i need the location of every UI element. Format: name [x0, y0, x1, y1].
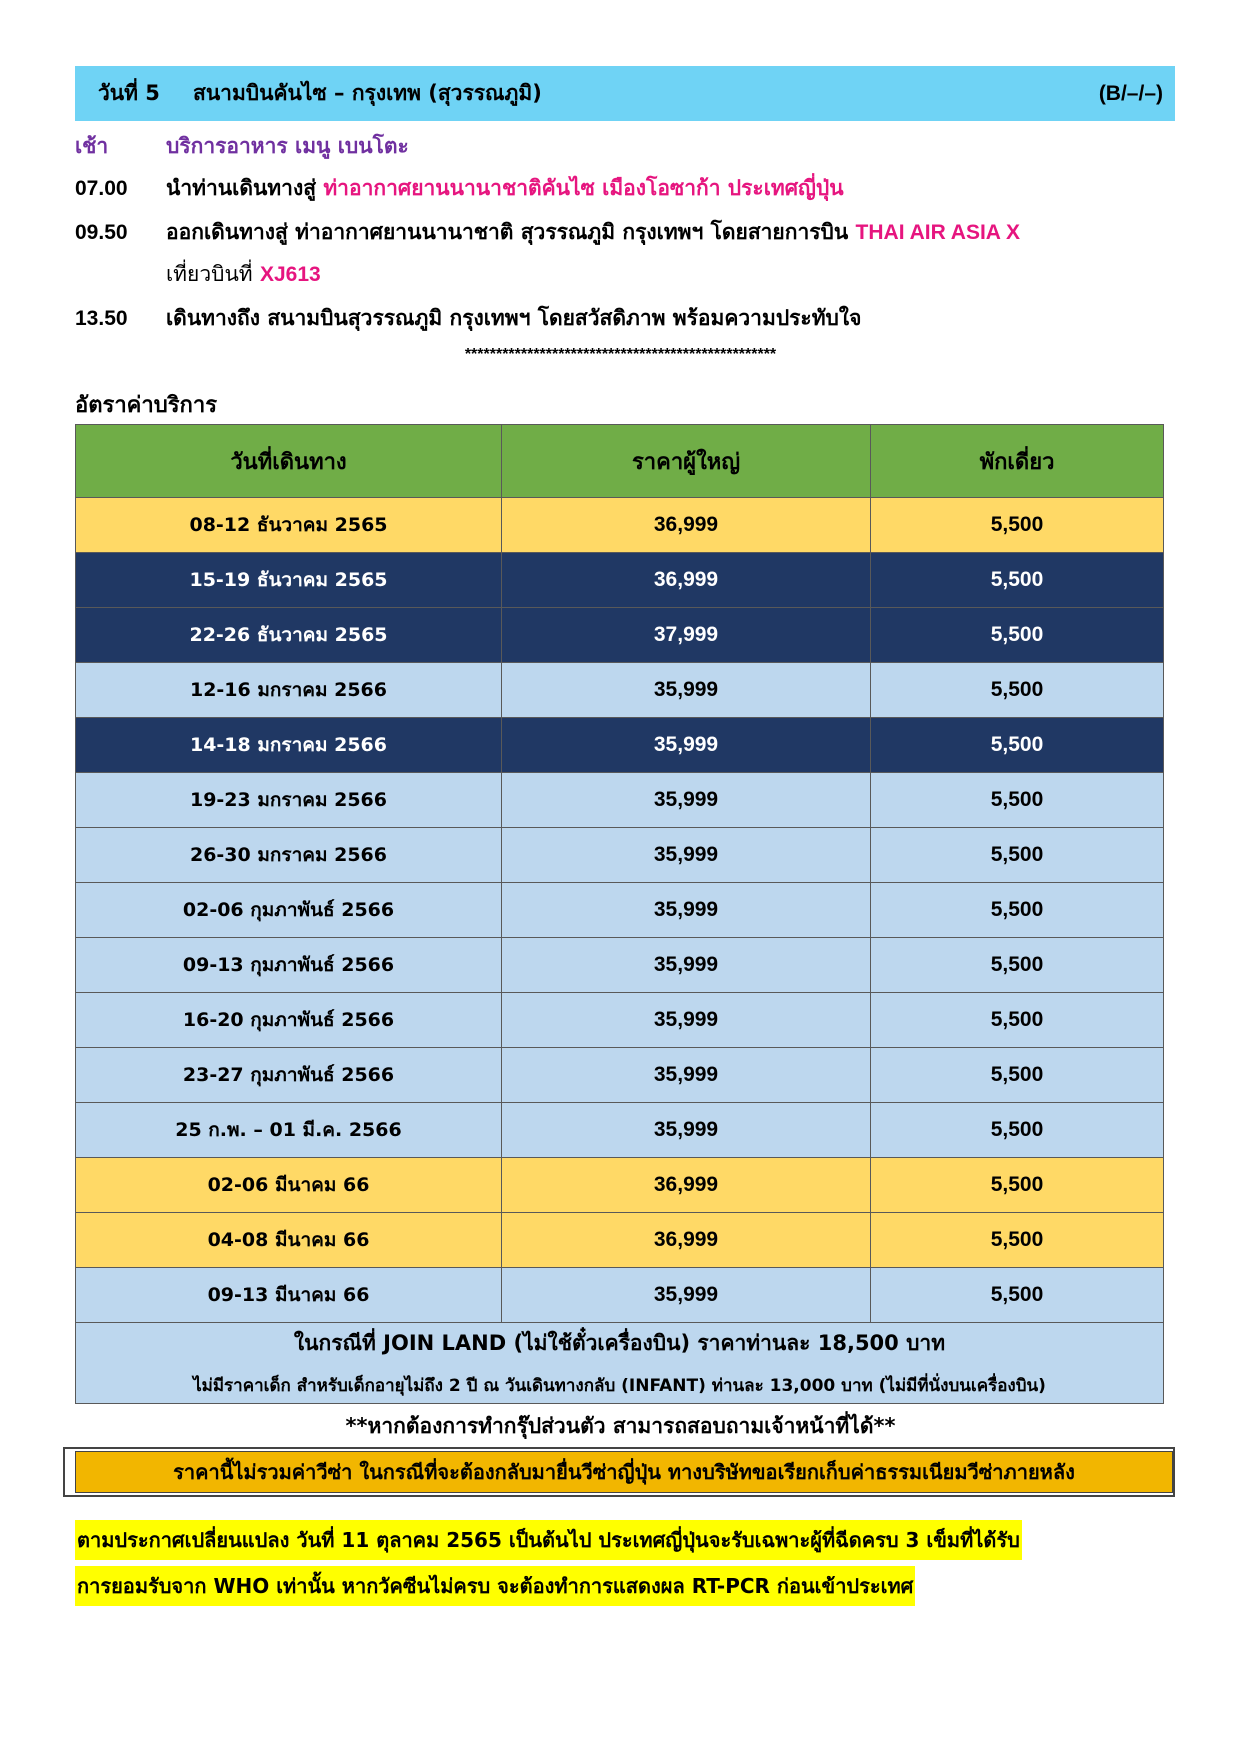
- cell-single-room: 5,500: [871, 1213, 1164, 1268]
- cell-single-room: 5,500: [871, 1048, 1164, 1103]
- cell-date: 02-06 กุมภาพันธ์ 2566: [76, 883, 502, 938]
- cell-single-room: 5,500: [871, 718, 1164, 773]
- covid-notice-line-2: การยอมรับจาก WHO เท่านั้น หากวัคซีนไม่ครบ จะต้องทำการแสดงผล RT-PCR ก่อนเข้าประเทศ: [75, 1566, 915, 1606]
- table-row: [76, 883, 1164, 938]
- itinerary-text: นำท่านเดินทางสู่: [166, 176, 317, 200]
- cell-date: 25 ก.พ. – 01 มี.ค. 2566: [76, 1103, 502, 1158]
- table-row: [76, 498, 1164, 553]
- header-single-room: พักเดี่ยว: [871, 425, 1164, 498]
- cell-date: 16-20 กุมภาพันธ์ 2566: [76, 993, 502, 1048]
- cell-single-room: 5,500: [871, 553, 1164, 608]
- cell-date: 23-27 กุมภาพันธ์ 2566: [76, 1048, 502, 1103]
- cell-date: 15-19 ธันวาคม 2565: [76, 553, 502, 608]
- cell-date: 02-06 มีนาคม 66: [76, 1158, 502, 1213]
- itinerary-highlight: XJ613: [259, 263, 321, 286]
- table-row: [76, 828, 1164, 883]
- table-header-row: [76, 425, 1164, 498]
- cell-date: 22-26 ธันวาคม 2565: [76, 608, 502, 663]
- itinerary-text: ออกเดินทางสู่ ท่าอากาศยานนานาชาติ สุวรรณภูมิ กรุงเทพฯ โดยสายการบิน: [166, 220, 849, 244]
- cell-adult-price: 36,999: [502, 1213, 871, 1268]
- cell-single-room: 5,500: [871, 883, 1164, 938]
- route-label: สนามบินคันไซ – กรุงเทพ (สุวรรณภูมิ): [193, 81, 542, 105]
- cell-single-room: 5,500: [871, 1103, 1164, 1158]
- itinerary-time: 13.50: [75, 307, 128, 330]
- table-row: [76, 993, 1164, 1048]
- cell-single-room: 5,500: [871, 1268, 1164, 1323]
- cell-date: 14-18 มกราคม 2566: [76, 718, 502, 773]
- cell-date: 09-13 กุมภาพันธ์ 2566: [76, 938, 502, 993]
- cell-date: 12-16 มกราคม 2566: [76, 663, 502, 718]
- cell-single-room: 5,500: [871, 828, 1164, 883]
- rates-title: อัตราค่าบริการ: [75, 393, 218, 418]
- cell-date: 26-30 มกราคม 2566: [76, 828, 502, 883]
- itinerary-time: 07.00: [75, 177, 128, 200]
- table-row: [76, 1213, 1164, 1268]
- visa-note-box: [63, 1447, 1175, 1497]
- itinerary-time: เช้า: [75, 135, 109, 158]
- day-label: วันที่ 5: [98, 81, 160, 105]
- itinerary-highlight: ท่าอากาศยานนานาชาติคันไซ เมืองโอซาก้า ประเทศญี่ปุ่น: [323, 176, 844, 200]
- cell-adult-price: 35,999: [502, 718, 871, 773]
- private-group-note: **หากต้องการทำกรุ๊ปส่วนตัว สามารถสอบถามเจ้าหน้าที่ได้**: [345, 1414, 896, 1438]
- header-date: วันที่เดินทาง: [76, 425, 502, 498]
- cell-adult-price: 35,999: [502, 663, 871, 718]
- itinerary-text: เที่ยวบินที่: [166, 262, 253, 286]
- cell-adult-price: 35,999: [502, 1268, 871, 1323]
- itinerary-text: เดินทางถึง สนามบินสุวรรณภูมิ กรุงเทพฯ โดยสวัสดิภาพ พร้อมความประทับใจ: [166, 306, 862, 330]
- itinerary-item-0700: [75, 172, 844, 205]
- table-row: [76, 718, 1164, 773]
- itinerary-item-1350: [75, 302, 861, 335]
- visa-note: ราคานี้ไม่รวมค่าวีซ่า ในกรณีที่จะต้องกลับมายื่นวีซ่าญี่ปุ่น ทางบริษัทขอเรียกเก็บค่าธรรมเนียมวีซ่าภายหลัง: [75, 1451, 1173, 1493]
- table-footer-row: [76, 1323, 1164, 1404]
- table-row: [76, 608, 1164, 663]
- table-row: [76, 1048, 1164, 1103]
- itinerary-item-morning: [75, 130, 409, 163]
- table-row: [76, 553, 1164, 608]
- cell-single-room: 5,500: [871, 663, 1164, 718]
- cell-date: 04-08 มีนาคม 66: [76, 1213, 502, 1268]
- cell-adult-price: 37,999: [502, 608, 871, 663]
- cell-single-room: 5,500: [871, 498, 1164, 553]
- covid-notice-line-1: ตามประกาศเปลี่ยนแปลง วันที่ 11 ตุลาคม 2565 เป็นต้นไป ประเทศญี่ปุ่นจะรับเฉพาะผู้ที่ฉีดครบ 3 เข็มที่ได้รับ: [75, 1520, 1022, 1560]
- cell-adult-price: 35,999: [502, 1103, 871, 1158]
- itinerary-item-0950: [75, 216, 1020, 249]
- cell-adult-price: 35,999: [502, 773, 871, 828]
- table-row: [76, 1158, 1164, 1213]
- cell-adult-price: 36,999: [502, 553, 871, 608]
- table-row: [76, 1268, 1164, 1323]
- rates-table: [75, 424, 1164, 1404]
- table-footer: [76, 1323, 1164, 1404]
- cell-adult-price: 35,999: [502, 883, 871, 938]
- cell-adult-price: 35,999: [502, 993, 871, 1048]
- cell-adult-price: 36,999: [502, 498, 871, 553]
- infant-note: ไม่มีราคาเด็ก สำหรับเด็กอายุไม่ถึง 2 ปี ณ วันเดินทางกลับ (INFANT) ท่านละ 13,000 บาท (ไม่มีที่นั่งบนเครื่องบิน): [193, 1376, 1046, 1396]
- cell-adult-price: 35,999: [502, 828, 871, 883]
- table-row: [76, 1103, 1164, 1158]
- cell-date: 19-23 มกราคม 2566: [76, 773, 502, 828]
- cell-adult-price: 36,999: [502, 1158, 871, 1213]
- table-row: [76, 663, 1164, 718]
- itinerary-highlight: THAI AIR ASIA X: [855, 221, 1021, 244]
- meals-label: (B/–/–): [1098, 81, 1163, 105]
- join-land-note: ในกรณีที่ JOIN LAND (ไม่ใช้ตั๋วเครื่องบิน) ราคาท่านละ 18,500 บาท: [293, 1331, 946, 1355]
- separator-line: **************************************************: [464, 346, 777, 363]
- cell-adult-price: 35,999: [502, 1048, 871, 1103]
- cell-adult-price: 35,999: [502, 938, 871, 993]
- cell-single-room: 5,500: [871, 993, 1164, 1048]
- header-adult-price: ราคาผู้ใหญ่: [502, 425, 871, 498]
- table-row: [76, 938, 1164, 993]
- cell-single-room: 5,500: [871, 773, 1164, 828]
- itinerary-text: บริการอาหาร เมนู เบนโตะ: [166, 134, 409, 158]
- itinerary-time: 09.50: [75, 221, 128, 244]
- cell-date: 09-13 มีนาคม 66: [76, 1268, 502, 1323]
- cell-single-room: 5,500: [871, 938, 1164, 993]
- cell-single-room: 5,500: [871, 608, 1164, 663]
- cell-date: 08-12 ธันวาคม 2565: [76, 498, 502, 553]
- itinerary-item-flight: [75, 258, 321, 291]
- day-header-bar: [75, 66, 1175, 121]
- cell-single-room: 5,500: [871, 1158, 1164, 1213]
- table-row: [76, 773, 1164, 828]
